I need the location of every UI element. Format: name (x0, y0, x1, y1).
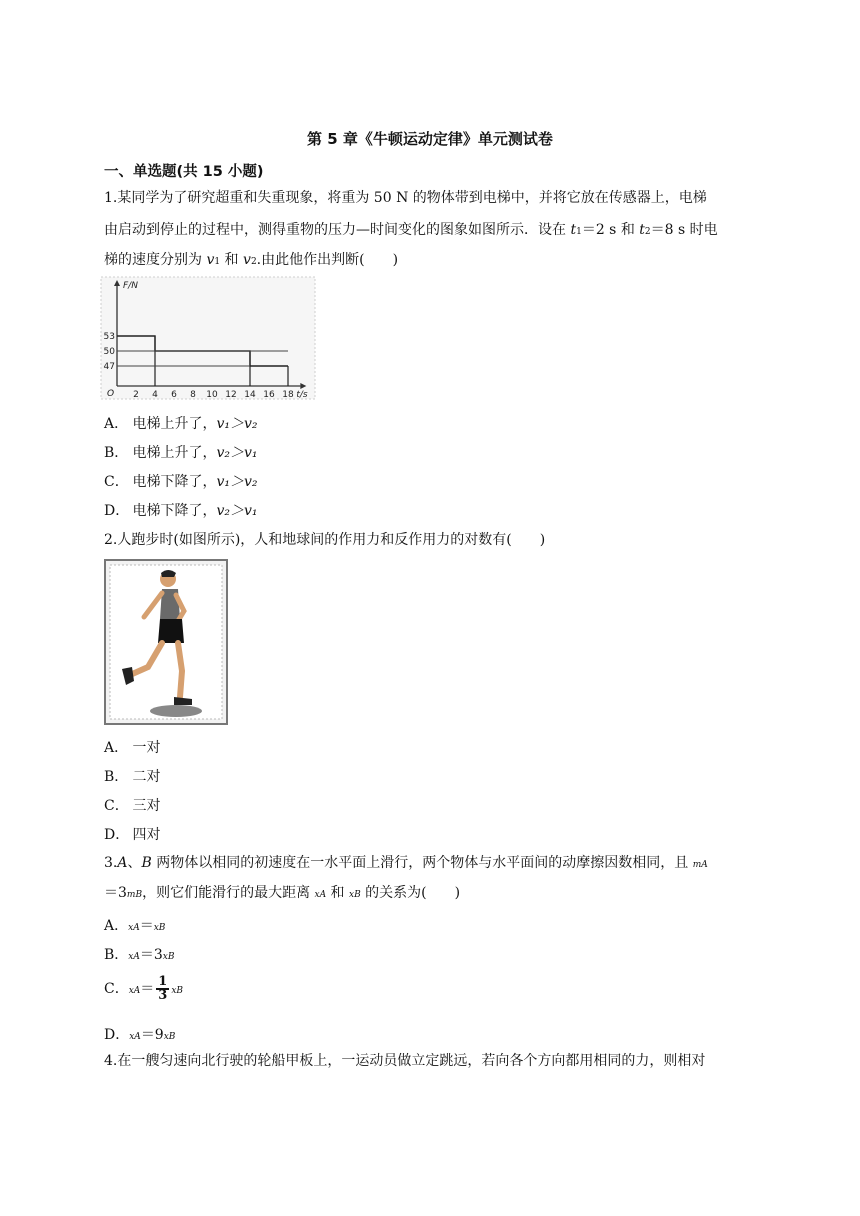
x-tick-label: 2 (133, 390, 139, 400)
var-mb: mB (126, 890, 143, 900)
x-tick-label: 8 (190, 390, 196, 400)
q1-text: ＝8 s 时电 (650, 222, 718, 238)
x-axis-label: t/s (296, 390, 308, 400)
var-xa: xA (128, 952, 140, 962)
sub-2: 2 (644, 227, 651, 237)
option-letter: D． (104, 503, 130, 519)
q3-text: 3. (104, 855, 118, 871)
q1-text: ＝2 s 和 (581, 222, 640, 238)
runner-image (104, 559, 228, 725)
q2-option-c[interactable] (104, 795, 160, 815)
chart-background (101, 277, 315, 399)
q1-option-d[interactable] (104, 500, 258, 520)
q1-text: 梯的速度分别为 (104, 252, 207, 268)
var-b: B (141, 855, 152, 871)
var-xa: xA (129, 1032, 141, 1042)
y-axis-label: F/N (123, 281, 138, 291)
option-text: 三对 (132, 798, 161, 814)
q3-option-c[interactable] (104, 976, 183, 1002)
q1-text: 和 (220, 252, 244, 268)
x-tick-label: 6 (171, 390, 177, 400)
x-tick-label: 10 (206, 390, 218, 400)
option-letter: B． (104, 947, 129, 963)
shadow (150, 705, 202, 717)
var-t1: t (570, 222, 577, 238)
option-text: 电梯下降了， (132, 474, 217, 490)
x-tick-label: 4 (152, 390, 158, 400)
var-xb: xB (162, 952, 175, 962)
q2-option-d[interactable] (104, 824, 160, 844)
q3-text: 两物体以相同的初速度在一水平面上滑行，两个物体与水平面间的动摩擦因数相同，且 (151, 855, 693, 871)
y-tick-label: 47 (103, 362, 115, 372)
y-tick-label: 53 (103, 332, 115, 342)
q1-text: 由启动到停止的过程中，测得重物的压力—时间变化的图象如图所示．设在 (104, 222, 571, 238)
option-text: 电梯下降了， (132, 503, 217, 519)
var-xb: xB (171, 986, 184, 996)
y-tick-label: 50 (103, 347, 115, 357)
sub-2: 2 (250, 257, 257, 267)
q3-text: ，则它们能滑行的最大距离 (142, 885, 315, 901)
var-v1: v (206, 252, 215, 268)
page-title: 第 5 章《牛顿运动定律》单元测试卷 (307, 130, 553, 148)
q3-line-1 (104, 853, 708, 875)
option-letter: A． (104, 416, 129, 432)
option-text: ＝ (139, 918, 154, 934)
option-text: 一对 (132, 740, 161, 756)
var-xb: xB (163, 1032, 176, 1042)
shorts (158, 619, 184, 643)
x-tick-label: 18 (282, 390, 294, 400)
q3-option-b[interactable] (104, 944, 175, 964)
fraction (156, 976, 169, 1002)
var-v2: v (243, 252, 251, 268)
option-letter: A． (104, 918, 129, 934)
q1-option-b[interactable] (104, 442, 258, 462)
q1-line-3 (104, 250, 398, 272)
q3-text: ＝3 (104, 885, 127, 901)
x-tick-label: 16 (263, 390, 275, 400)
q3-option-a[interactable] (104, 915, 165, 935)
q2-stem: 2.人跑步时(如图所示)，人和地球间的作用力和反作用力的对数有( ) (104, 532, 546, 548)
option-text: ＝ (140, 981, 155, 997)
var-xb: xB (153, 923, 166, 933)
q1-option-c[interactable] (104, 471, 258, 491)
q1-text: .由此他作出判断( ) (256, 252, 399, 268)
option-relation: v₂＞v₁ (216, 445, 258, 461)
var-xa: xA (314, 890, 327, 900)
section-heading: 一、单选题(共 15 小题) (104, 164, 264, 180)
force-time-chart (100, 276, 316, 400)
q2-option-b[interactable] (104, 766, 160, 786)
q4-line-1: 4.在一艘匀速向北行驶的轮船甲板上，一运动员做立定跳远，若向各个方向都用相同的力，则相对 (104, 1053, 706, 1069)
q3-line-2 (104, 883, 460, 905)
var-xb: xB (349, 890, 361, 900)
option-letter: D． (104, 827, 130, 843)
q1-line-2 (104, 220, 718, 242)
var-xa: xA (128, 923, 140, 933)
option-letter: B． (104, 445, 129, 461)
var-a: A (117, 855, 128, 871)
x-tick-label: 12 (225, 390, 237, 400)
option-letter: C． (104, 981, 129, 997)
option-text: ＝9 (140, 1027, 164, 1043)
option-letter: D． (104, 1027, 130, 1043)
option-text: 电梯上升了， (132, 445, 217, 461)
option-text: 电梯上升了， (132, 416, 217, 432)
q1-option-a[interactable] (104, 413, 258, 433)
option-text: ＝3 (139, 947, 163, 963)
q2-option-a[interactable] (104, 737, 160, 757)
q3-option-d[interactable] (104, 1024, 175, 1044)
q3-text: 、 (127, 855, 142, 871)
fraction-numerator: 1 (158, 974, 168, 989)
var-ma: mA (692, 860, 708, 870)
q1-line-1: 1.某同学为了研究超重和失重现象，将重为 50 N 的物体带到电梯中，并将它放在传感器上，电梯 (104, 190, 707, 206)
sub-1: 1 (214, 257, 221, 267)
option-relation: v₁＞v₂ (216, 474, 258, 490)
option-relation: v₁＞v₂ (216, 416, 258, 432)
fraction-denominator: 3 (158, 988, 168, 1003)
option-text: 四对 (132, 827, 161, 843)
q3-text: 和 (326, 885, 350, 901)
q3-text: 的关系为( ) (360, 885, 461, 901)
option-letter: B． (104, 769, 129, 785)
option-letter: C． (104, 474, 129, 490)
sub-1: 1 (576, 227, 582, 237)
option-text: 二对 (132, 769, 161, 785)
option-letter: A． (104, 740, 129, 756)
origin-label: O (107, 389, 115, 399)
var-t2: t (639, 222, 645, 238)
option-relation: v₂＞v₁ (216, 503, 258, 519)
option-letter: C． (104, 798, 129, 814)
x-tick-label: 14 (244, 390, 256, 400)
var-xa: xA (128, 986, 141, 996)
